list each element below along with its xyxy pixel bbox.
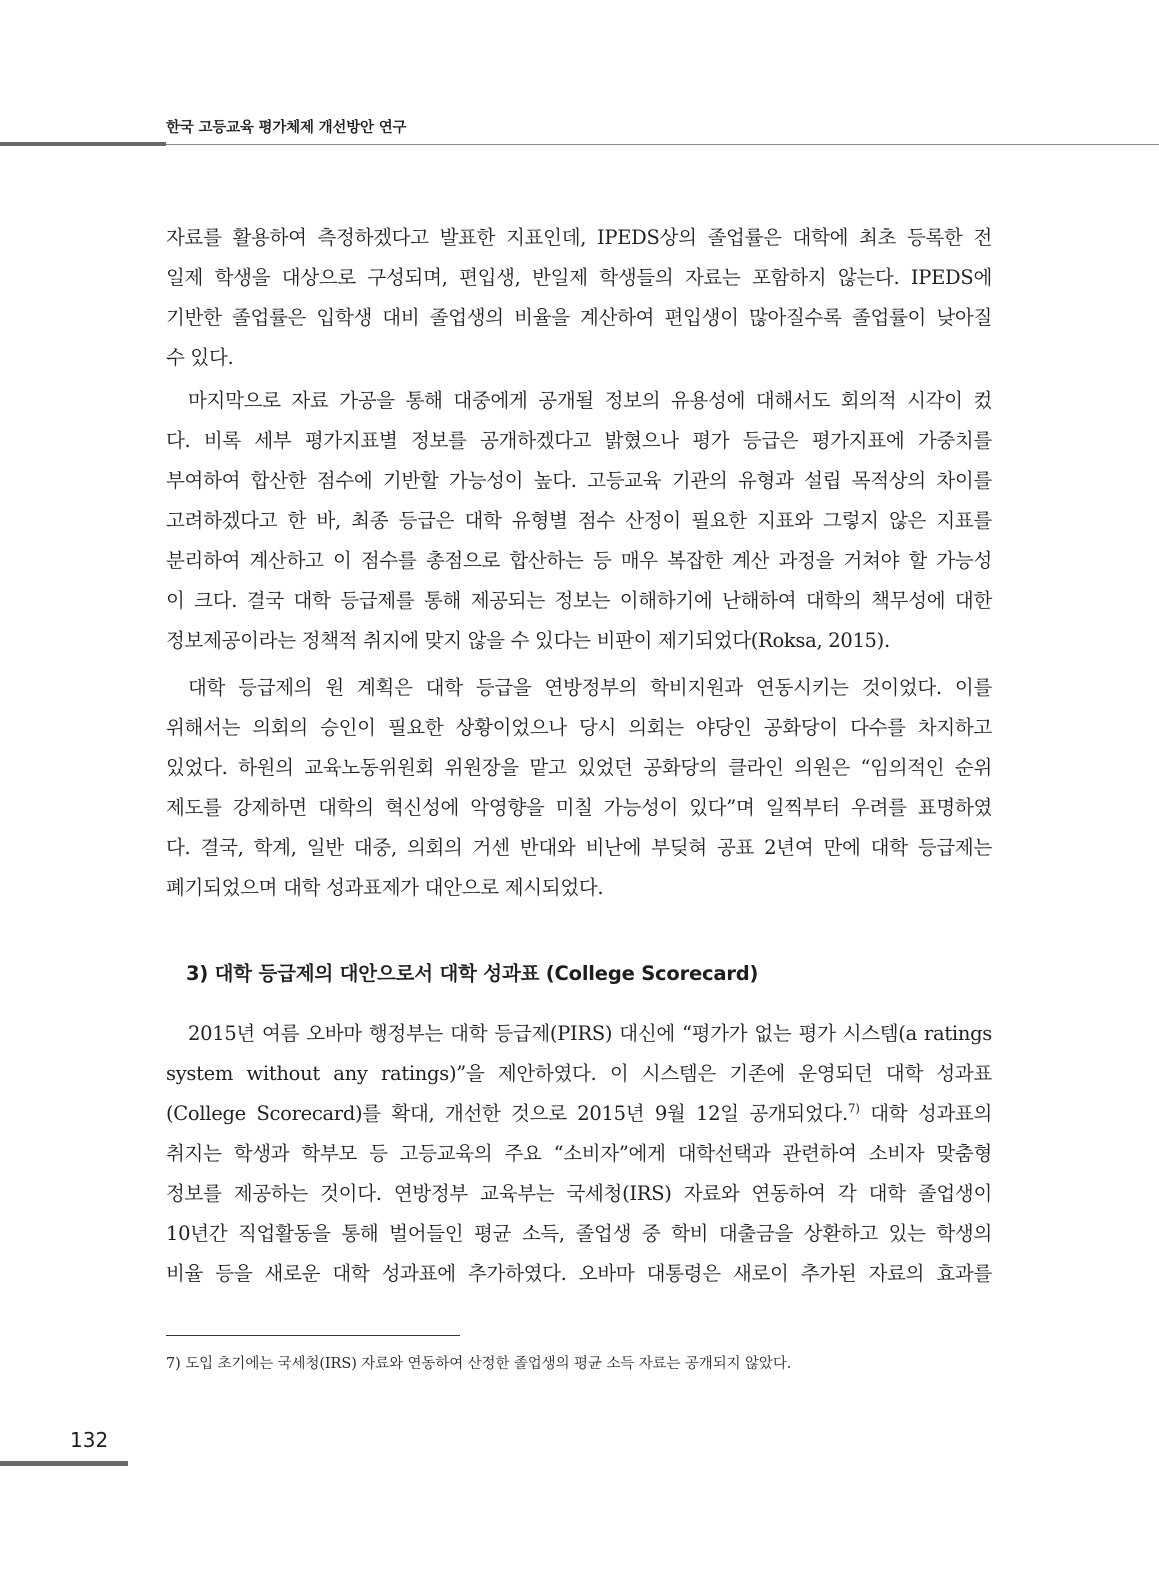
footnote-text: 7) 도입 초기에는 국세청(IRS) 자료와 연동하여 산정한 졸업생의 평균 소득 자료는 공개되지 않았다. xyxy=(166,1356,792,1372)
paragraph-line: 폐기되었으며 대학 성과표제가 대안으로 제시되었다. xyxy=(166,876,604,899)
header-rule-accent xyxy=(0,142,166,146)
paragraph-3 xyxy=(166,668,992,908)
paragraph-line: 비율 등을 새로운 대학 성과표에 추가하였다. 오바마 대통령은 새로이 추가된 자료의 효과를 xyxy=(166,1262,992,1285)
paragraph-line: 제도를 강제하면 대학의 혁신성에 악영향을 미칠 가능성이 있다”며 일찍부터 우려를 표명하였 xyxy=(166,796,992,819)
line-text-tail: 대학 성과표의 xyxy=(870,1102,993,1125)
paragraph-2 xyxy=(166,381,992,661)
line-text: (College Scorecard)를 확대, 개선한 것으로 2015년 9월 12일 공개되었다. xyxy=(166,1102,848,1125)
paragraph-line: 있었다. 하원의 교육노동위원회 위원장을 맡고 있었던 공화당의 클라인 의원은 “임의적인 순위 xyxy=(166,756,992,779)
paragraph-line: 2015년 여름 오바마 행정부는 대학 등급제(PIRS) 대신에 “평가가 없는 평가 시스템(a ratings xyxy=(188,1022,992,1045)
paragraph-line: 기반한 졸업률은 입학생 대비 졸업생의 비율을 계산하여 편입생이 많아질수록 졸업률이 낮아질 xyxy=(166,306,992,329)
paragraph-line: 자료를 활용하여 측정하겠다고 발표한 지표인데, IPEDS상의 졸업률은 대학에 최초 등록한 전 xyxy=(166,226,992,249)
paragraph-line: 마지막으로 자료 가공을 통해 대중에게 공개될 정보의 유용성에 대해서도 회의적 시각이 컸 xyxy=(188,389,992,412)
page-number: 132 xyxy=(70,1428,109,1452)
paragraph-line: 부여하여 합산한 점수에 기반할 가능성이 높다. 고등교육 기관의 유형과 설립 목적상의 차이를 xyxy=(166,469,992,492)
paragraph-line: 10년간 직업활동을 통해 벌어들인 평균 소득, 졸업생 중 학비 대출금을 상환하고 있는 학생의 xyxy=(166,1222,992,1245)
paragraph-line: 다. 비록 세부 평가지표별 정보를 공개하겠다고 밝혔으나 평가 등급은 평가지표에 가중치를 xyxy=(166,429,992,452)
footnote-reference[interactable]: 7) xyxy=(847,1101,860,1116)
paragraph-line: 고려하겠다고 한 바, 최종 등급은 대학 유형별 점수 산정이 필요한 지표와 그렇지 않은 지표를 xyxy=(166,509,992,532)
paragraph-line: 분리하여 계산하고 이 점수를 총점으로 합산하는 등 매우 복잡한 계산 과정을 거쳐야 할 가능성 xyxy=(166,549,992,572)
paragraph-line: 수 있다. xyxy=(166,346,234,369)
paragraph-1 xyxy=(166,218,992,378)
paragraph-line: 일제 학생을 대상으로 구성되며, 편입생, 반일제 학생들의 자료는 포함하지 않는다. IPEDS에 xyxy=(166,266,992,289)
paragraph-line: 정보를 제공하는 것이다. 연방정부 교육부는 국세청(IRS) 자료와 연동하여 각 대학 졸업생이 xyxy=(166,1182,992,1205)
paragraph-line: 위해서는 의회의 승인이 필요한 상황이었으나 당시 의회는 야당인 공화당이 다수를 차지하고 xyxy=(166,716,992,739)
section-heading: 3) 대학 등급제의 대안으로서 대학 성과표 (College Scorecard) xyxy=(186,962,759,985)
running-header-title: 한국 고등교육 평가체제 개선방안 연구 xyxy=(166,120,407,136)
paragraph-line: 취지는 학생과 학부모 등 고등교육의 주요 “소비자”에게 대학선택과 관련하여 소비자 맞춤형 xyxy=(166,1142,992,1165)
paragraph-line: 다. 결국, 학계, 일반 대중, 의회의 거센 반대와 비난에 부딪혀 공표 2년여 만에 대학 등급제는 xyxy=(166,836,992,859)
footer-rule-accent xyxy=(0,1461,128,1466)
section-paragraph xyxy=(166,1014,992,1294)
paragraph-line: 정보제공이라는 정책적 취지에 맞지 않을 수 있다는 비판이 제기되었다(Roksa, 2015). xyxy=(166,629,890,652)
header-rule xyxy=(166,144,1159,145)
paragraph-line: system without any ratings)”을 제안하였다. 이 시스템은 기존에 운영되던 대학 성과표 xyxy=(166,1062,992,1085)
paragraph-line: 대학 등급제의 원 계획은 대학 등급을 연방정부의 학비지원과 연동시키는 것이었다. 이를 xyxy=(188,676,992,699)
footnote-divider xyxy=(166,1335,460,1336)
paragraph-line: 이 크다. 결국 대학 등급제를 통해 제공되는 정보는 이해하기에 난해하여 대학의 책무성에 대한 xyxy=(166,589,992,612)
paragraph-line-with-footnote xyxy=(166,1094,992,1134)
